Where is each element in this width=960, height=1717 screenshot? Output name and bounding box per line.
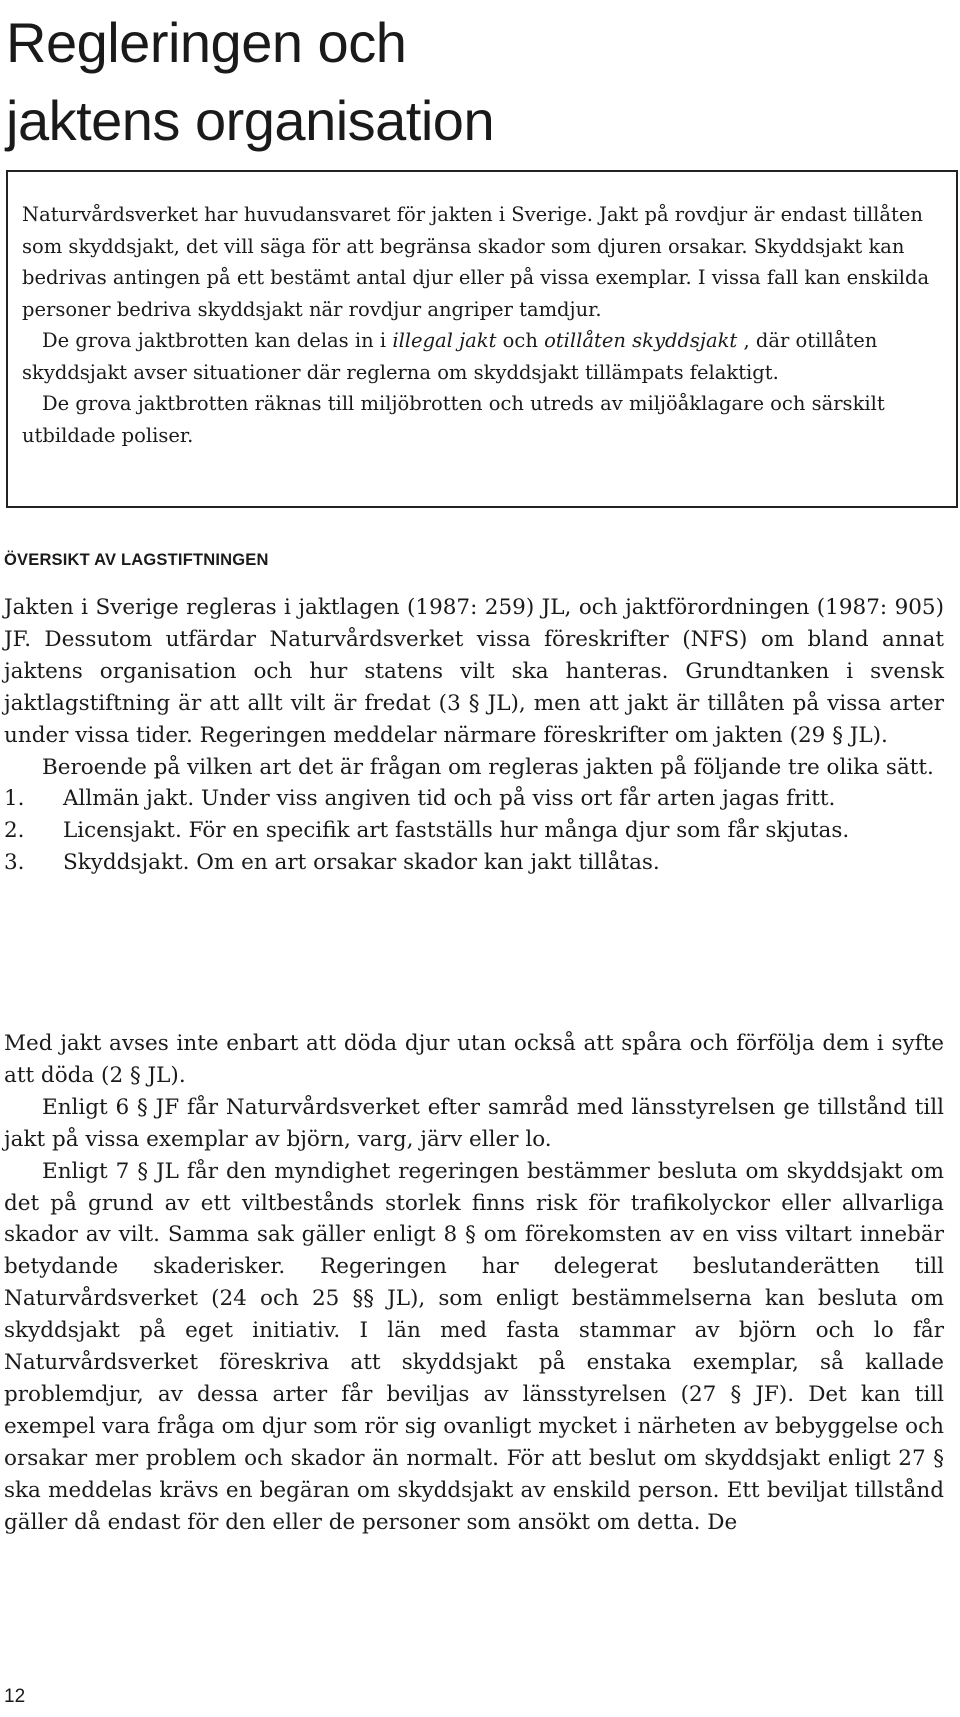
page-number: 12 (4, 1686, 26, 1707)
page-title-line-1: Regleringen och (6, 11, 407, 74)
paragraph-legislation: Jakten i Sverige regleras i jaktlagen (1987: 259) JL, och jaktförordningen (1987: 905) JF. Dessutom utfärdar Naturvårdsverket vissa föreskrifter (NFS) om bland annat jaktens organisation och hur statens vilt ska hanteras. Grundtanken i svensk jaktlagstiftning är att allt vilt är fredat (3 § JL), men att jakt är tillåten på vissa arter under vissa tider. Regeringen meddelar närmare föreskrifter om jakten (29 § JL). (4, 595, 944, 748)
summary-box-text (22, 199, 942, 451)
summary-text: , där otillåten skyddsjakt avser situationer där reglerna om skyddsjakt tillämpats felaktigt. (22, 329, 878, 384)
summary-text: och (496, 329, 545, 352)
list-item (4, 815, 944, 847)
section-heading: ÖVERSIKT AV LAGSTIFTNINGEN (4, 551, 269, 569)
list-text: Allmän jakt. Under viss angiven tid och på viss ort får arten jagas fritt. (63, 786, 836, 812)
hunting-methods-list (4, 783, 944, 879)
page-title-line-2: jaktens organisation (6, 89, 495, 152)
paragraph-methods-intro: Beroende på vilken art det är frågan om regleras jakten på följande tre olika sätt. (42, 754, 934, 780)
list-item (4, 847, 944, 879)
body-section-2 (4, 1028, 944, 1539)
list-number: 1. (4, 786, 25, 812)
summary-paragraph-3: De grova jaktbrotten räknas till miljöbrotten och utreds av miljöåklagare och särskilt utbildade poliser. (22, 392, 885, 447)
list-text: Skyddsjakt. Om en art orsakar skador kan jakt tillåtas. (63, 850, 660, 876)
page-title (6, 4, 494, 160)
list-text: Licensjakt. För en specifik art fastställs hur många djur som får skjutas. (63, 818, 850, 844)
list-number: 2. (4, 818, 25, 844)
list-item (4, 783, 944, 815)
paragraph-protective-hunting: Enligt 7 § JL får den myndighet regeringen bestämmer besluta om skyddsjakt om det på grund av ett viltbestånds storlek finns risk för trafikolyckor eller allvarliga skador av vilt. Samma sak gäller enligt 8 § om förekomsten av en viss viltart innebär betydande skaderisker. Regeringen har delegerat beslutanderätten till Naturvårdsverket (24 och 25 §§ JL), som enligt bestämmelserna kan besluta om skyddsjakt på eget initiativ. I län med fasta stammar av björn och lo får Naturvårdsverket föreskriva att skyddsjakt på enstaka exemplar, så kallade problemdjur, av dessa arter får beviljas av länsstyrelsen (27 § JF). Det kan till exempel vara fråga om djur som rör sig ovanligt mycket i närheten av bebyggelse och orsakar mer problem och skador än normalt. För att beslut om skyddsjakt enligt 27 § ska meddelas krävs en begäran om skyddsjakt av enskild person. Ett beviljat tillstånd gäller då endast för den eller de personer som ansökt om detta. De (4, 1158, 944, 1535)
body-section-1 (4, 592, 944, 879)
list-number: 3. (4, 850, 25, 876)
summary-text: De grova jaktbrotten kan delas in i (42, 329, 393, 352)
term-illegal-jakt: illegal jakt (392, 329, 497, 352)
paragraph-definition: Med jakt avses inte enbart att döda djur utan också att spåra och förfölja dem i syfte att döda (2 § JL). (4, 1031, 944, 1088)
term-otillaten-skyddsjakt: otillåten skyddsjakt (544, 329, 738, 352)
summary-paragraph-1: Naturvårdsverket har huvudansvaret för jakten i Sverige. Jakt på rovdjur är endast tillåten som skyddsjakt, det vill säga för att begränsa skador som djuren orsakar. Skyddsjakt kan bedrivas antingen på ett bestämt antal djur eller på vissa exemplar. I vissa fall kan enskilda personer bedriva skyddsjakt när rovdjur angriper tamdjur. (22, 203, 930, 321)
paragraph-license: Enligt 6 § JF får Naturvårdsverket efter samråd med länsstyrelsen ge tillstånd till jakt på vissa exemplar av björn, varg, järv eller lo. (4, 1094, 944, 1152)
summary-paragraph-2 (22, 325, 942, 388)
